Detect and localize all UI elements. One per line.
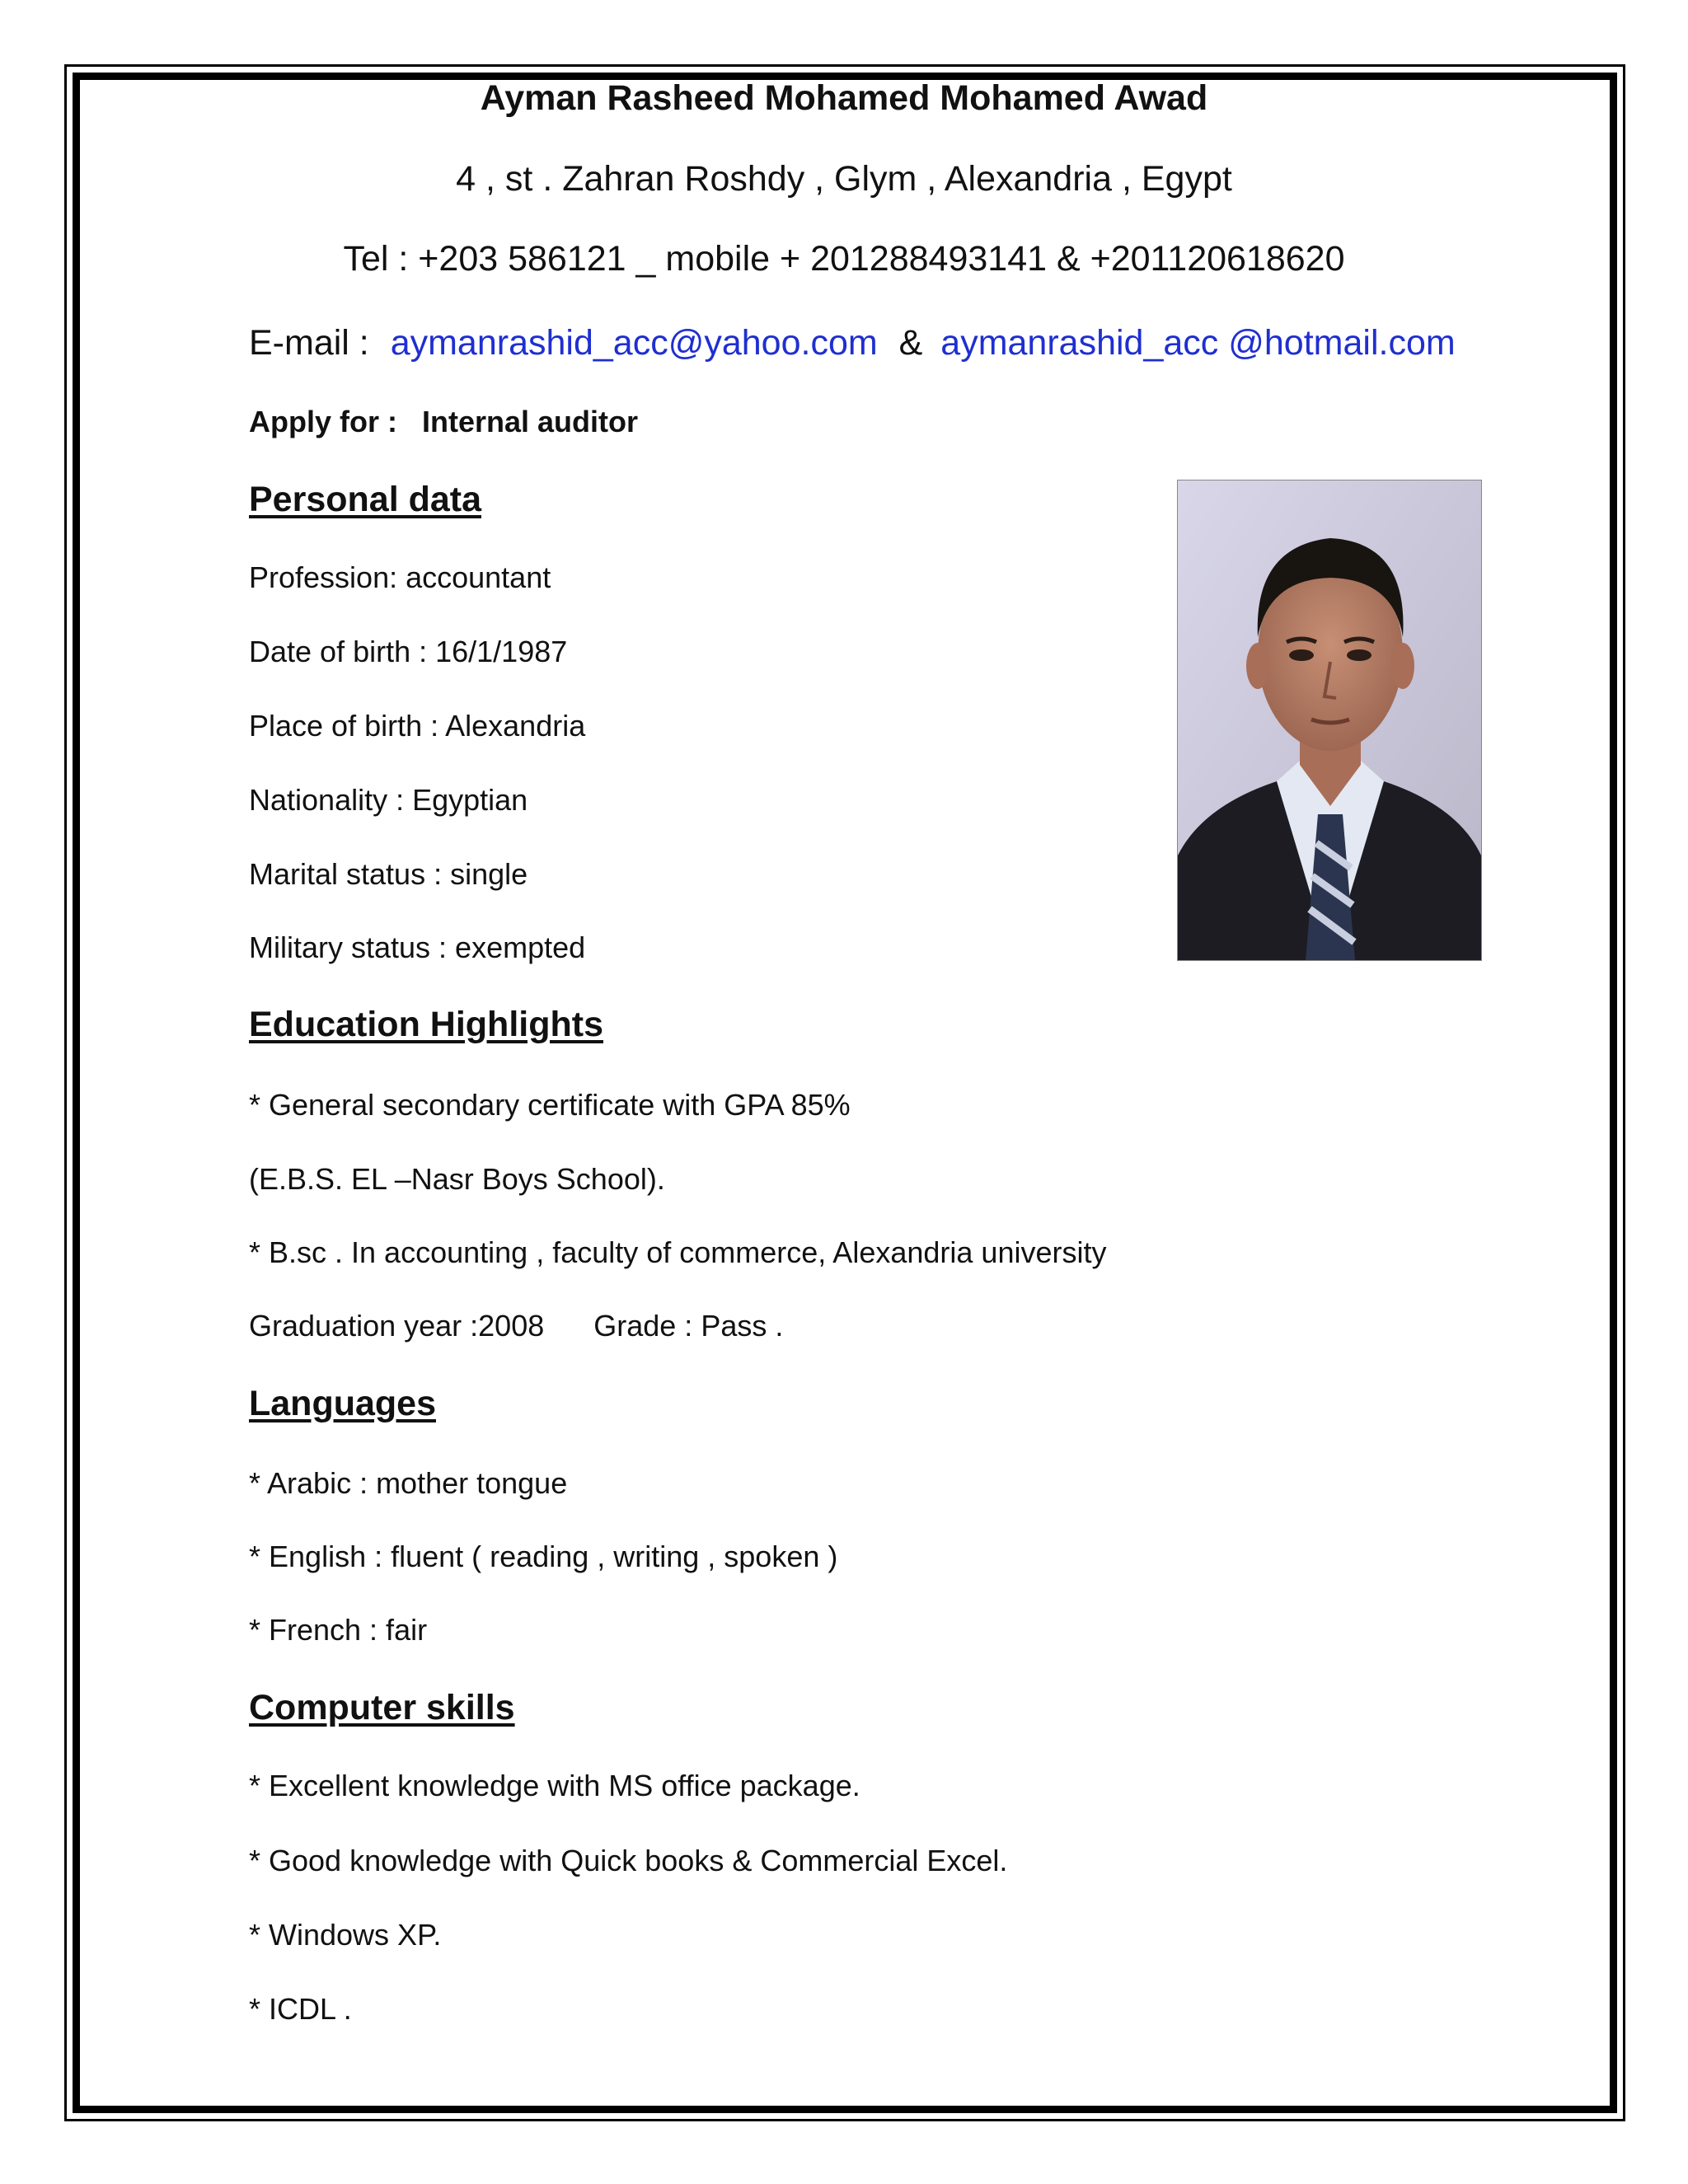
apply-for-label: Apply for : [249, 405, 397, 438]
apply-for-row [249, 407, 638, 437]
language-line: * Arabic : mother tongue [249, 1466, 568, 1500]
address-line: 4 , st . Zahran Roshdy , Glym , Alexandria , Egypt [456, 159, 1232, 199]
languages-heading: Languages [249, 1384, 436, 1423]
email-link-hotmail[interactable]: aymanrashid_acc @hotmail.com [940, 323, 1456, 363]
email-separator: & [898, 323, 923, 363]
place-of-birth-line: Place of birth : Alexandria [249, 709, 586, 743]
military-status-line: Military status : exempted [249, 930, 586, 964]
computer-skill-line: * Good knowledge with Quick books & Commercial Excel. [249, 1844, 1008, 1877]
education-line: Graduation year :2008 Grade : Pass . [249, 1309, 784, 1343]
computer-skills-heading: Computer skills [249, 1688, 515, 1727]
education-line: * B.sc . In accounting , faculty of commerce, Alexandria university [249, 1235, 1107, 1269]
computer-skill-line: * Excellent knowledge with MS office package. [249, 1769, 860, 1802]
marital-status-line: Marital status : single [249, 857, 528, 891]
education-line: * General secondary certificate with GPA 85% [249, 1088, 851, 1122]
candidate-name: Ayman Rasheed Mohamed Mohamed Awad [480, 78, 1208, 118]
profession-line: Profession: accountant [249, 560, 551, 594]
email-label: E-mail : [249, 323, 369, 363]
date-of-birth-line: Date of birth : 16/1/1987 [249, 635, 568, 668]
email-row [249, 323, 1456, 363]
telephone-line: Tel : +203 586121 _ mobile + 201288493141 & +201120618620 [343, 239, 1345, 279]
apply-for-value: Internal auditor [421, 405, 639, 438]
computer-skill-line: * ICDL . [249, 1992, 352, 2026]
nationality-line: Nationality : Egyptian [249, 783, 528, 817]
computer-skill-line: * Windows XP. [249, 1918, 442, 1952]
email-link-yahoo[interactable]: aymanrashid_acc@yahoo.com [390, 323, 878, 363]
personal-data-heading: Personal data [249, 480, 481, 519]
profile-photo [1177, 480, 1482, 961]
language-line: * English : fluent ( reading , writing , spoken ) [249, 1540, 838, 1573]
education-line: (E.B.S. EL –Nasr Boys School). [249, 1162, 665, 1196]
education-heading: Education Highlights [249, 1005, 603, 1044]
language-line: * French : fair [249, 1613, 428, 1647]
